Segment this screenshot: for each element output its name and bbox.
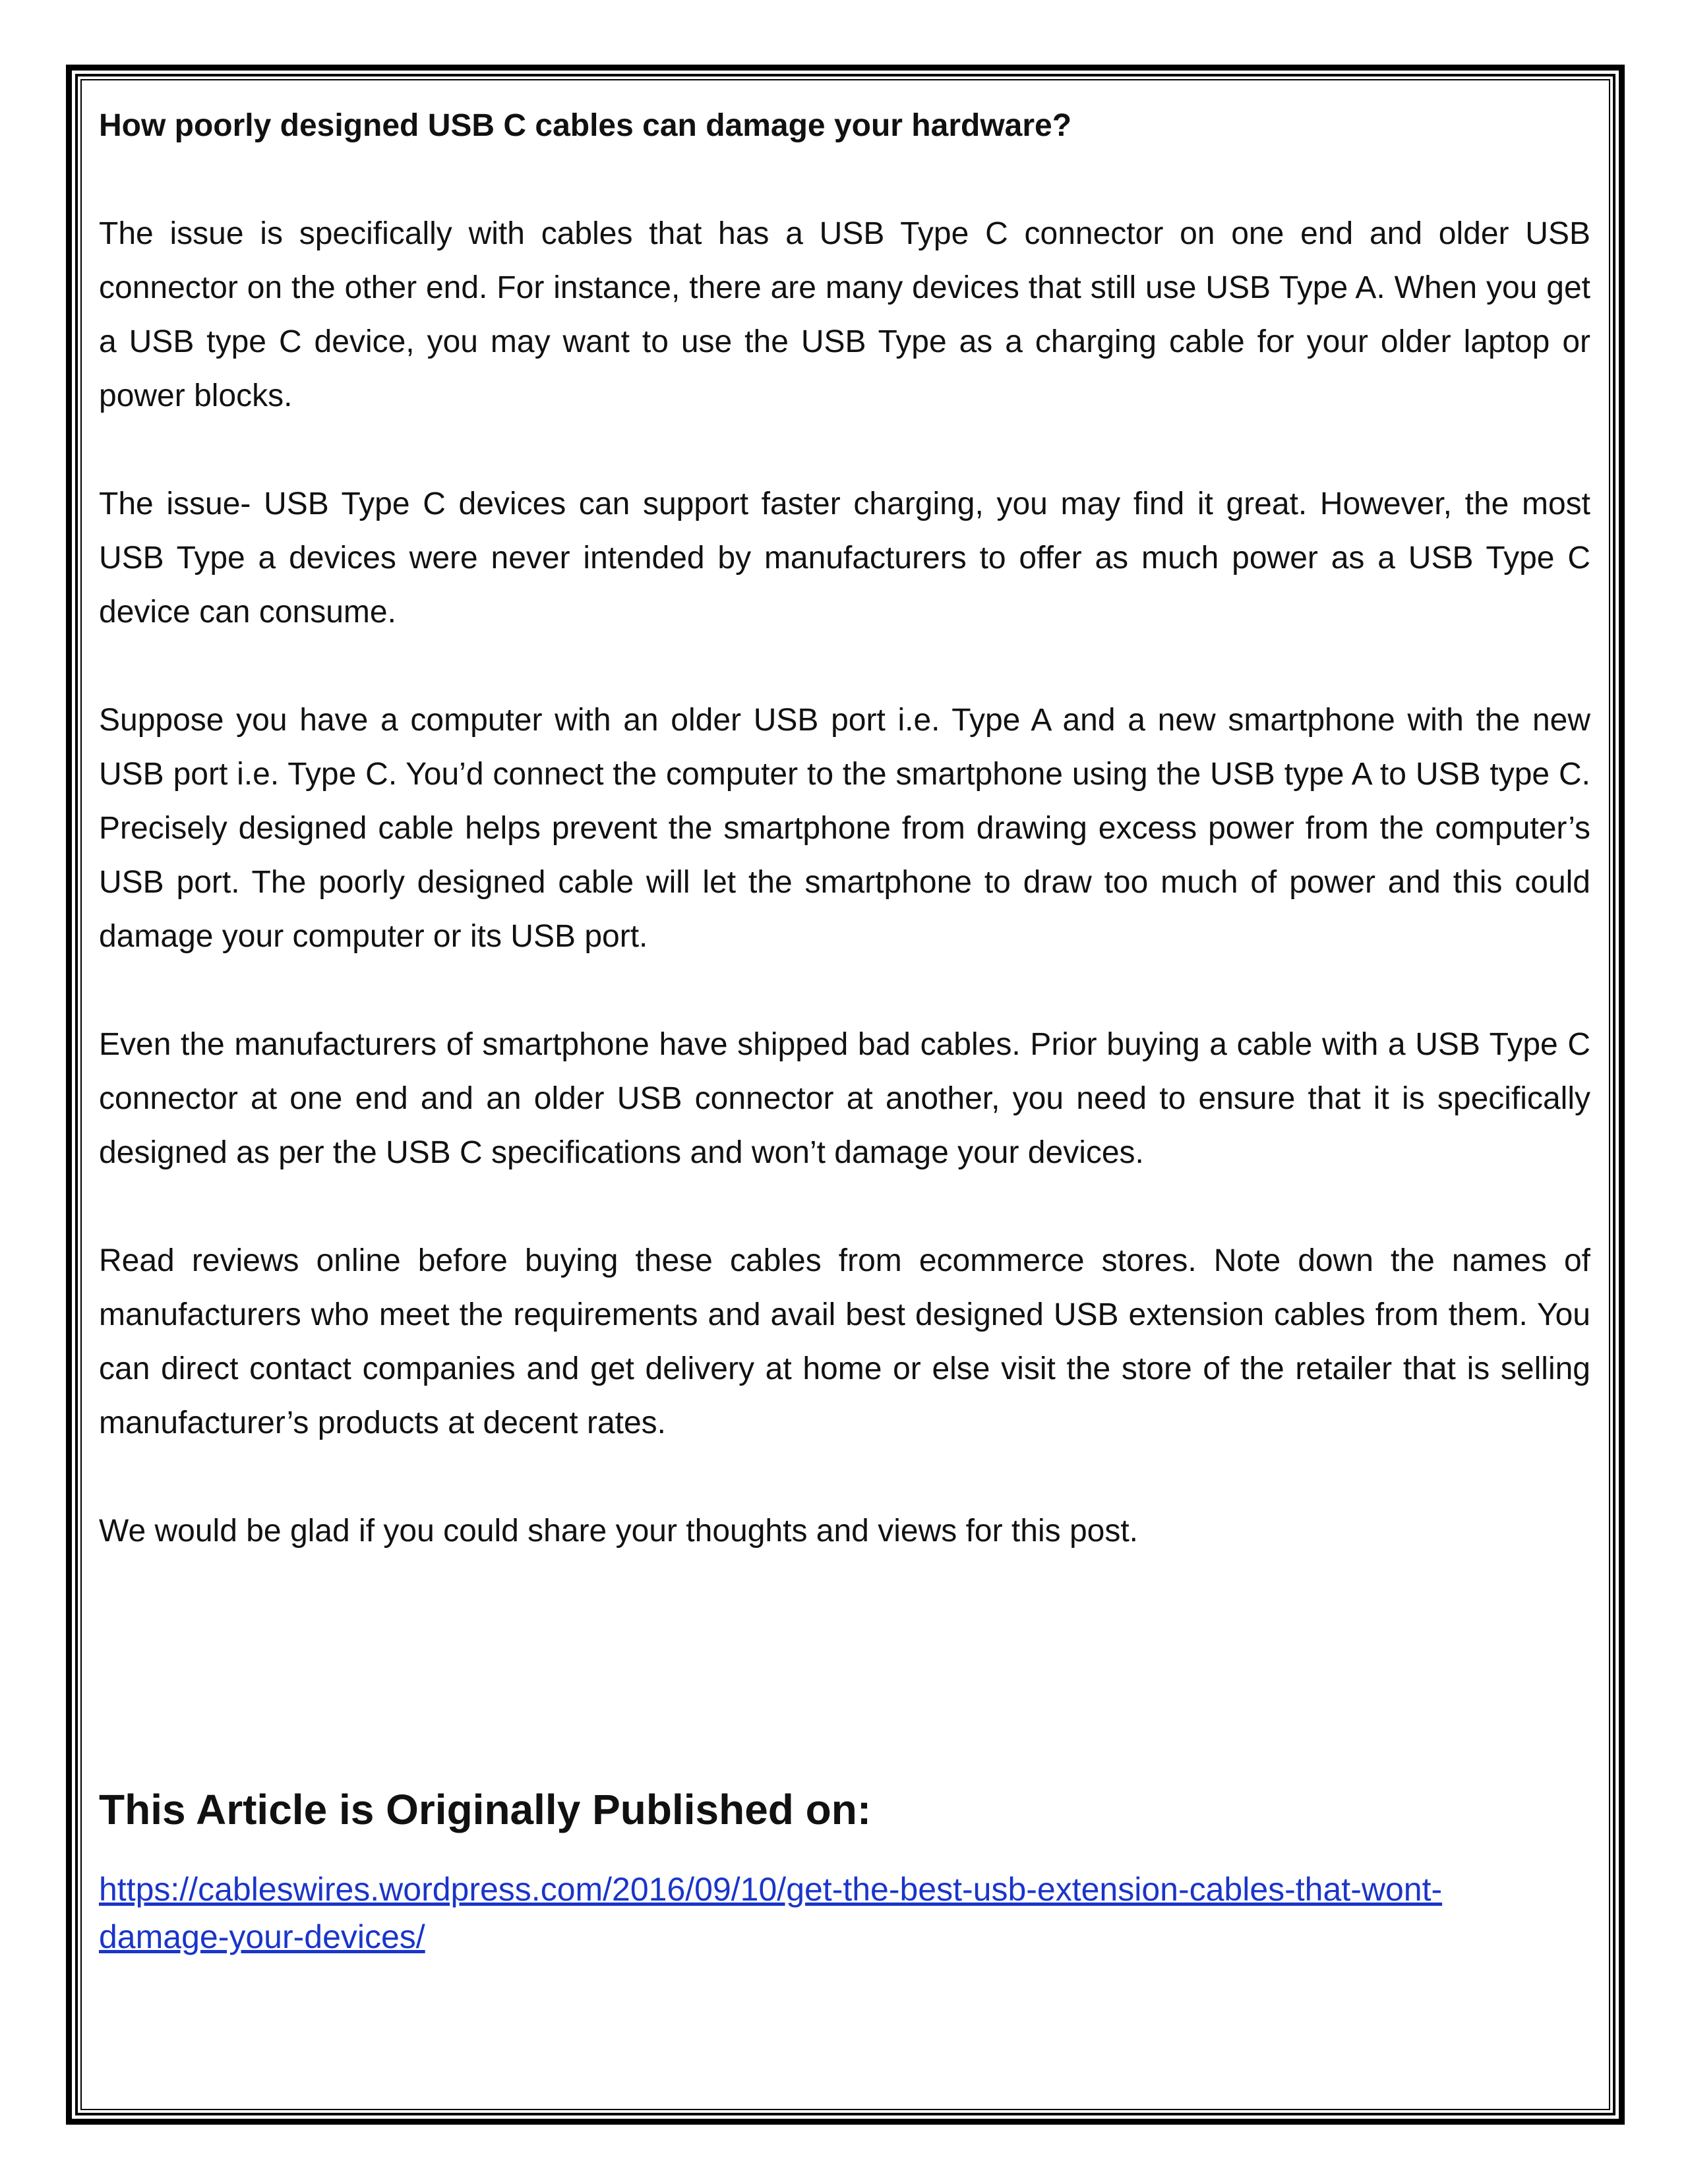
source-article-link[interactable]: https://cableswires.wordpress.com/2016/09/10/get-the-best-usb-extension-cables-that-wont-damage-your-devices/: [99, 1871, 1443, 1955]
paragraph-3: Suppose you have a computer with an older USB port i.e. Type A and a new smartphone with the new USB port i.e. Type C. You’d connect the computer to the smartphone using the USB type A to USB type C. Precisely designed cable helps prevent the smartphone from drawing excess power from the computer’s USB port. The poorly designed cable will let the smartphone to draw too much of power and this could damage your computer or its USB port.: [99, 703, 1590, 954]
article-body: [99, 99, 1590, 1612]
paragraph-6: We would be glad if you could share your thoughts and views for this post.: [99, 1514, 1139, 1549]
article-heading: How poorly designed USB C cables can damage your hardware?: [99, 108, 1072, 143]
paragraph-5: Read reviews online before buying these cables from ecommerce stores. Note down the names of manufacturers who meet the requirements and avail best designed USB extension cables from them. You can direct contact companies and get delivery at home or else visit the store of the retailer that is selling manufacturer’s products at decent rates.: [99, 1243, 1590, 1440]
paragraph-4: Even the manufacturers of smartphone have shipped bad cables. Prior buying a cable with a USB Type C connector at one end and an older USB connector at another, you need to ensure that it is specifically designed as per the USB C specifications and won’t damage your devices.: [99, 1027, 1590, 1170]
published-on-heading: This Article is Originally Published on:: [99, 1786, 872, 1833]
paragraph-2: The issue- USB Type C devices can support faster charging, you may find it great. However, the most USB Type a devices were never intended by manufacturers to offer as much power as a USB Type C device can consume.: [99, 487, 1590, 630]
paragraph-1: The issue is specifically with cables that has a USB Type C connector on one end and older USB connector on the other end. For instance, there are many devices that still use USB Type A. When you get a USB type C device, you may want to use the USB Type as a charging cable for your older laptop or power blocks.: [99, 216, 1590, 413]
